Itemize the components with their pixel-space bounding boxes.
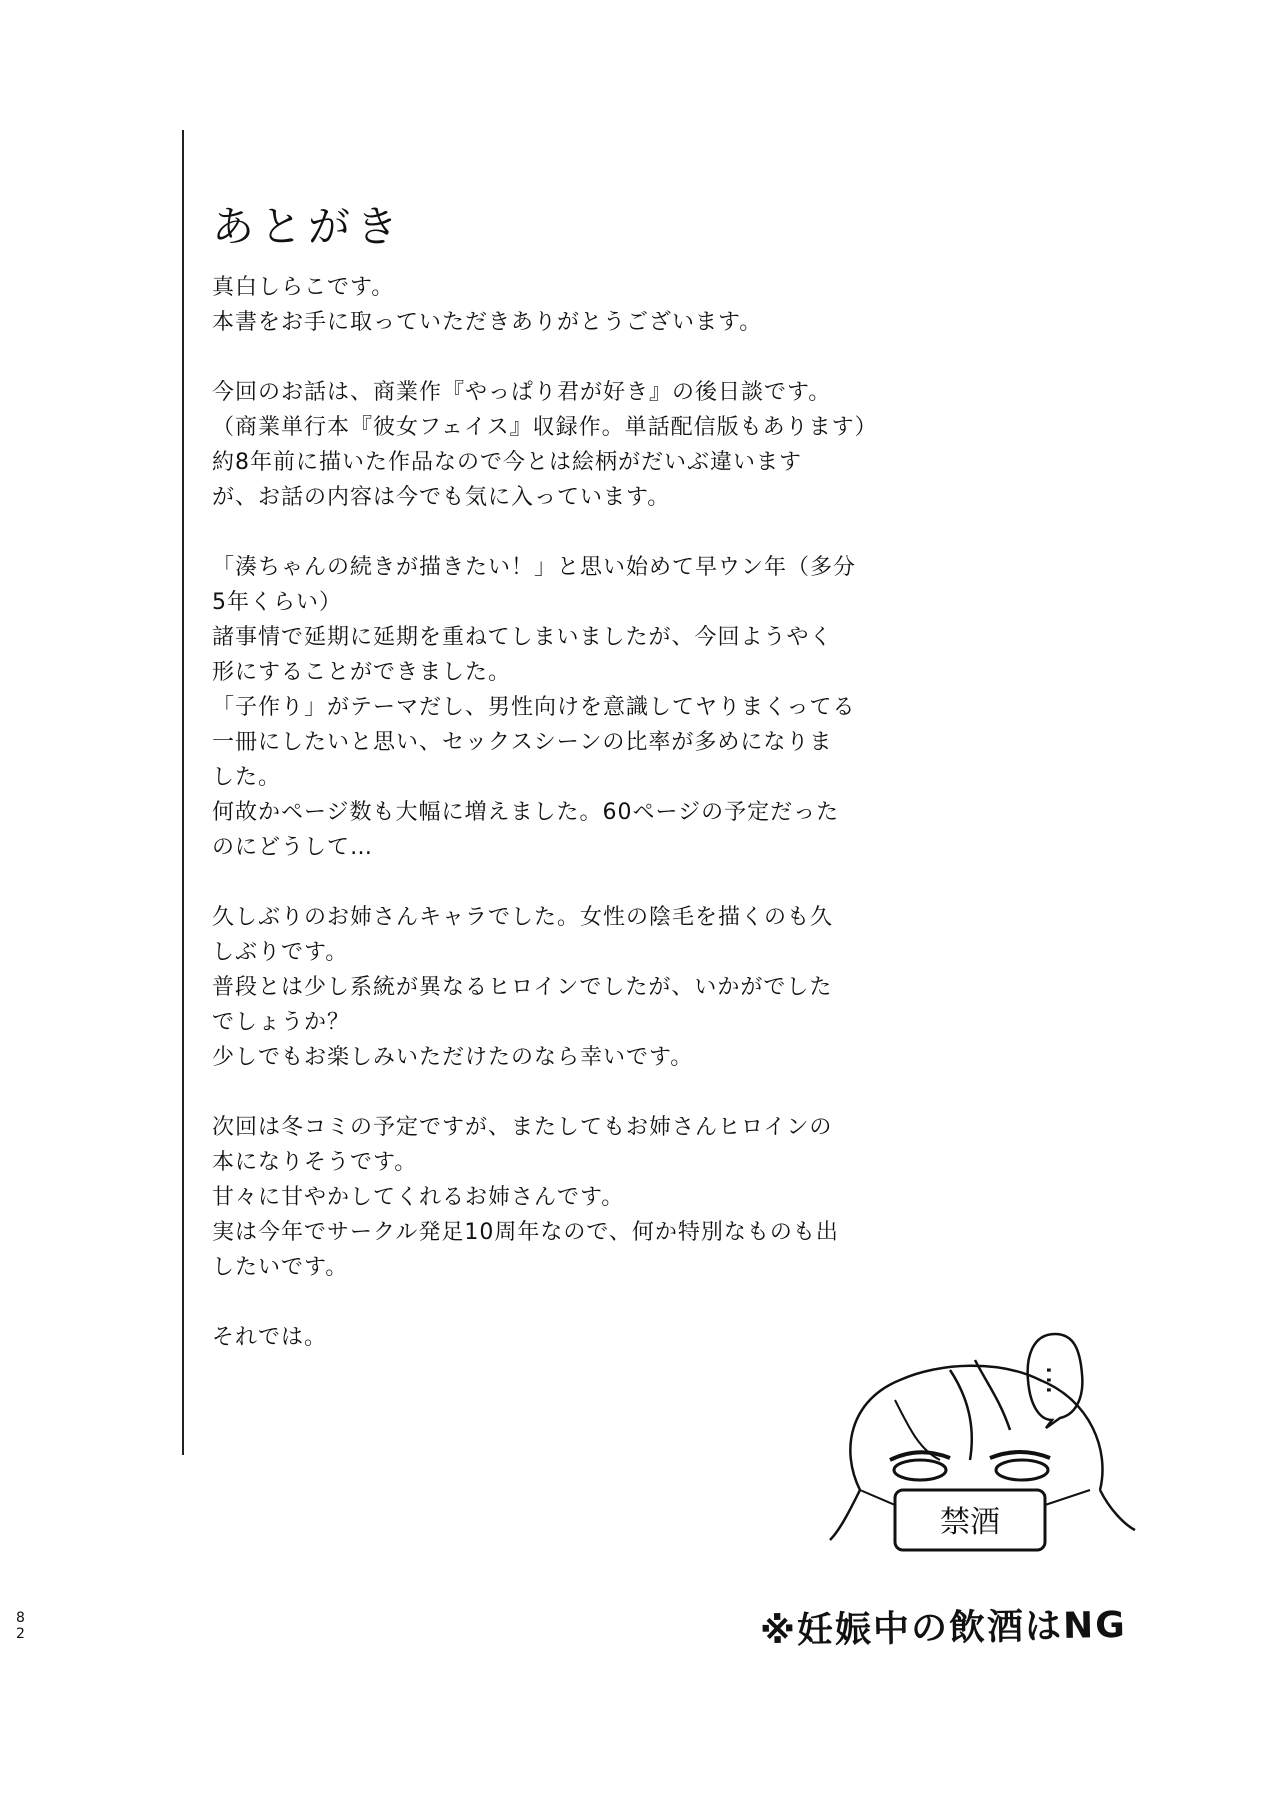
body-line: 「湊ちゃんの続きが描きたい！」と思い始めて早ウン年（多分 (212, 555, 857, 580)
paragraph-gap (212, 515, 892, 550)
body-line: 5年くらい） (212, 590, 342, 615)
body-line: のにどうして… (212, 835, 374, 860)
body-line: 形にすることができました。 (212, 660, 512, 685)
body-line: 真白しらこです。 (212, 275, 395, 300)
page-title: あとがき (212, 202, 405, 252)
body-line: 久しぶりのお姉さんキャラでした。女性の陰毛を描くのも久 (212, 905, 834, 930)
speech-bubble-text: … (1039, 1365, 1074, 1395)
paragraph-gap (212, 1285, 892, 1320)
paragraph-gap (212, 340, 892, 375)
body-line: 一冊にしたいと思い、セックスシーンの比率が多めになりま (212, 730, 833, 755)
body-line: 次回は冬コミの予定ですが、またしてもお姉さんヒロインの (212, 1115, 833, 1140)
body-line: でしょうか？ (212, 1010, 351, 1035)
paragraph-gap (212, 865, 892, 900)
body-line: が、お話の内容は今でも気に入っています。 (212, 485, 671, 510)
body-line: したいです。 (212, 1255, 349, 1280)
body-line: 約8年前に描いた作品なので今とは絵柄がだいぶ違います (212, 450, 802, 475)
body-line: それでは。 (212, 1325, 328, 1350)
body-line: （商業単行本『彼女フェイス』収録作。単話配信版もあります） (212, 415, 878, 440)
vertical-rule (182, 130, 184, 1455)
body-line: した。 (212, 765, 282, 790)
mask-label: 禁酒 (940, 1505, 1000, 1540)
page-number: 82 (16, 1610, 25, 1642)
body-line: 実は今年でサークル発足10周年なので、何か特別なものも出 (212, 1220, 839, 1245)
body-line: 本になりそうです。 (212, 1150, 418, 1175)
body-line: 諸事情で延期に延期を重ねてしまいましたが、今回ようやく (212, 625, 833, 650)
body-line: 何故かページ数も大幅に増えました。60ページの予定だった (212, 800, 840, 825)
body-line: 本書をお手に取っていただきありがとうございます。 (212, 310, 763, 335)
body-line: 今回のお話は、商業作『やっぱり君が好き』の後日談です。 (212, 380, 832, 405)
afterword-body (212, 270, 892, 1355)
body-line: 少しでもお楽しみいただけたのなら幸いです。 (212, 1045, 694, 1070)
body-line: しぶりです。 (212, 940, 349, 965)
illustration-caption: ※妊娠中の飲酒はNG (759, 1604, 1128, 1653)
chibi-character-illustration (800, 1340, 1140, 1560)
body-line: 普段とは少し系統が異なるヒロインでしたが、いかがでした (212, 975, 833, 1000)
paragraph-gap (212, 1075, 892, 1110)
body-line: 「子作り」がテーマだし、男性向けを意識してヤりまくってる (212, 695, 856, 720)
body-line: 甘々に甘やかしてくれるお姉さんです。 (212, 1185, 625, 1210)
